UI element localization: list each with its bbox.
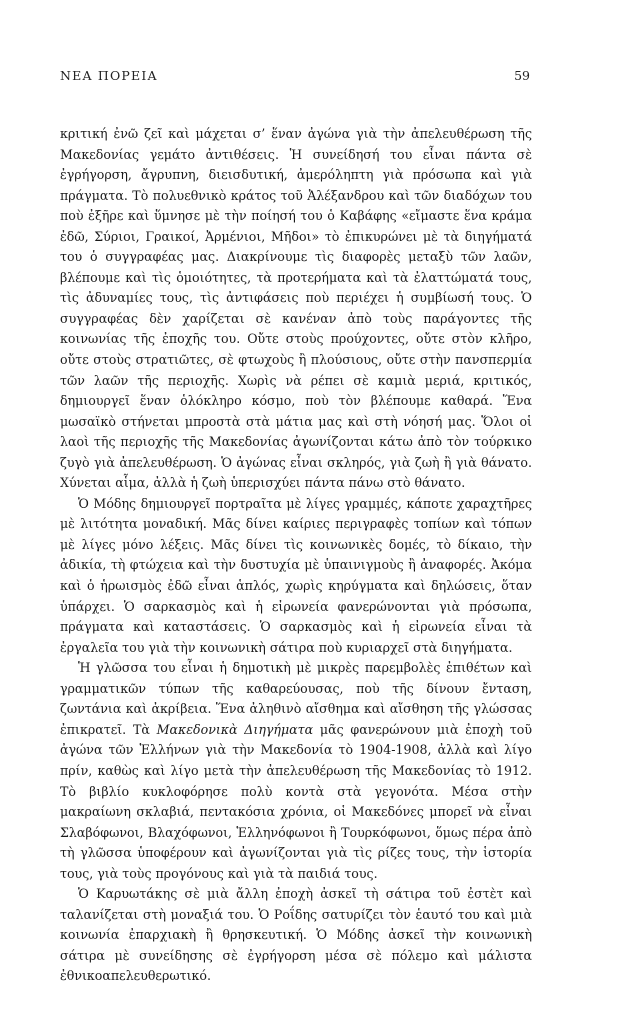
paragraph-2: Ὁ Μόδης δημιουργεῖ πορτραῖτα μὲ λίγες γραμμές, κάποτε χαραχτῆρες μὲ λιτότητα μοναδική. Μᾶς δίνει καίριες περιγραφὲς τοπίων καὶ τόπων μὲ λίγες μόνο λέξεις. Μᾶς δίνει τὶς κοινωνικὲς δομές, τὸ δίκαιο, τὴν ἀδικία, τὴ φτώχεια καὶ τὴν δυστυχία μὲ ὑπαινιγμοὺς ἢ ἀναφορές. Ἀκόμα καὶ ὁ ἡρωισμὸς ἐδῶ εἶναι ἁπλός, χωρὶς κηρύγματα καὶ δηλώσεις, ὅταν ὑπάρχει. Ὁ σαρκασμὸς καὶ ἡ εἰρωνεία φανερώνονται γιὰ πρόσωπα, πράγματα καὶ καταστάσεις. Ὁ σαρκασμὸς καὶ ἡ εἰρωνεία εἶναι τὰ ἐργαλεῖα του γιὰ τὴν κοινωνικὴ σάτιρα ποὺ κυριαρχεῖ στὰ διηγήματα. [60,495,532,655]
paragraph-3-part-1: Ἡ γλῶσσα του εἶναι ἡ δημοτικὴ μὲ μικρὲς παρεμβολὲς ἐπιθέτων καὶ γραμματικῶν τύπων τῆς καθαρεύουσας, ποὺ τῆς δίνουν ἔνταση, ζωντάνια καὶ ἀκρίβεια. Ἕνα ἀληθινὸ αἴσθημα καὶ αἴσθηση τῆς γλώσσας ἐπικρατεῖ. Τὰ [60,660,532,737]
running-head-title: ΝΕΑ ΠΟΡΕΙΑ [60,68,158,83]
paragraph-3-part-2: μᾶς φανερώνουν μιὰ ἐποχὴ τοῦ ἀγώνα τῶν Ἑλλήνων γιὰ τὴν Μακεδονία τὸ 1904-1908, ἀλλὰ καὶ λίγο πρίν, καθὼς καὶ λίγο μετὰ τὴν ἀπελευθέρωση τῆς Μακεδονίας τὸ 1912. Τὸ βιβλίο κυκλοφόρησε πολὺ κοντὰ στὰ γεγονότα. Μέσα στὴν μακραίωνη σκλαβιά, πεντακόσια χρόνια, οἱ Μακεδόνες μπορεῖ νὰ εἶναι Σλαβόφωνοι, Βλαχόφωνοι, Ἑλληνόφωνοι ἢ Τουρκόφωνοι, ὅμως πέρα ἀπὸ τὴ γλῶσσα ὑποφέρουν καὶ ἀγωνίζονται γιὰ τὶς ρίζες τους, τὴν ἱστορία τους, γιὰ τοὺς προγόνους καὶ γιὰ τὰ παιδιά τους. [60,721,532,881]
paragraph-3 [60,658,532,884]
page-number: 59 [514,68,530,83]
book-title-italic: Μακεδονικὰ Διηγήματα [156,721,314,737]
paragraph-4: Ὁ Καρυωτάκης σὲ μιὰ ἄλλη ἐποχὴ ἀσκεῖ τὴ σάτιρα τοῦ ἐστὲτ καὶ ταλανίζεται στὴ μοναξιά του. Ὁ Ροΐδης σατυρίζει τὸν ἑαυτό του καὶ μιὰ κοινωνία ἐπαρχιακὴ ἢ θρησκευτική. Ὁ Μόδης ἀσκεῖ τὴν κοινωνικὴ σάτιρα μὲ συνείδησης σὲ ἐγρήγορση μέσα σὲ πόλεμο καὶ μάλιστα ἐθνικοαπελευθερωτικό. [60,886,532,984]
paragraph-1: κριτική ἐνῶ ζεῖ καὶ μάχεται σ’ ἕναν ἀγώνα γιὰ τὴν ἀπελευθέρωση τῆς Μακεδονίας γεμάτο ἀντιθέσεις. Ἡ συνείδησή του εἶναι πάντα σὲ ἐγρήγορση, ἄγρυπνη, διεισδυτική, ἀμερόληπτη γιὰ πρόσωπα καὶ γιὰ πράγματα. Τὸ πολυεθνικὸ κράτος τοῦ Ἀλέξανδρου καὶ τῶν διαδόχων του ποὺ ἐξῆρε καὶ ὕμνησε μὲ τὴν ποίησή του ὁ Καβάφης «εἴμαστε ἕνα κράμα ἐδῶ, Σύριοι, Γραικοί, Ἀρμένιοι, Μῆδοι» τὸ ἐπικυρώνει μὲ τὰ διηγήματά του ὁ συγγραφέας μας. Διακρίνουμε τὶς διαφορὲς μεταξὺ τῶν λαῶν, βλέπουμε καὶ τὶς ὁμοιότητες, τὰ προτερήματα καὶ τὰ ἐλαττώματά τους, τὶς ἀδυναμίες τους, τὶς ἀντιφάσεις ποὺ περιέχει ἡ συμβίωσή τους. Ὁ συγγραφέας δὲν χαρίζεται σὲ κανέναν ἀπὸ τοὺς παράγοντες τῆς κοινωνίας τῆς ἐποχῆς του. Οὔτε στοὺς προύχοντες, οὔτε στὸν κλῆρο, οὔτε στοὺς στρατιῶτες, σὲ φτωχοὺς ἢ πλούσιους, οὔτε στὴν πανσπερμία τῶν λαῶν τῆς περιοχῆς. Χωρὶς νὰ ρέπει σὲ καμιὰ μεριά, κριτικός, δημιουργεῖ ἕναν ὁλόκληρο κόσμο, ποὺ τὸν βλέπουμε καθαρά. Ἕνα μωσαϊκὸ στήνεται μπροστὰ στὰ μάτια μας καὶ στὴ νόησή μας. Ὅλοι οἱ λαοὶ τῆς περιοχῆς τῆς Μακεδονίας ἀγωνίζονται κάτω ἀπὸ τὸν τούρκικο ζυγὸ γιὰ ἀπελευθέρωση. Ὁ ἀγώνας εἶναι σκληρός, γιὰ ζωὴ ἢ γιὰ θάνατο. Χύνεται αἷμα, ἀλλὰ ἡ ζωὴ ὑπερισχύει πάντα πάνω στὸ θάνατο. [60,126,532,491]
body-text [60,124,532,987]
